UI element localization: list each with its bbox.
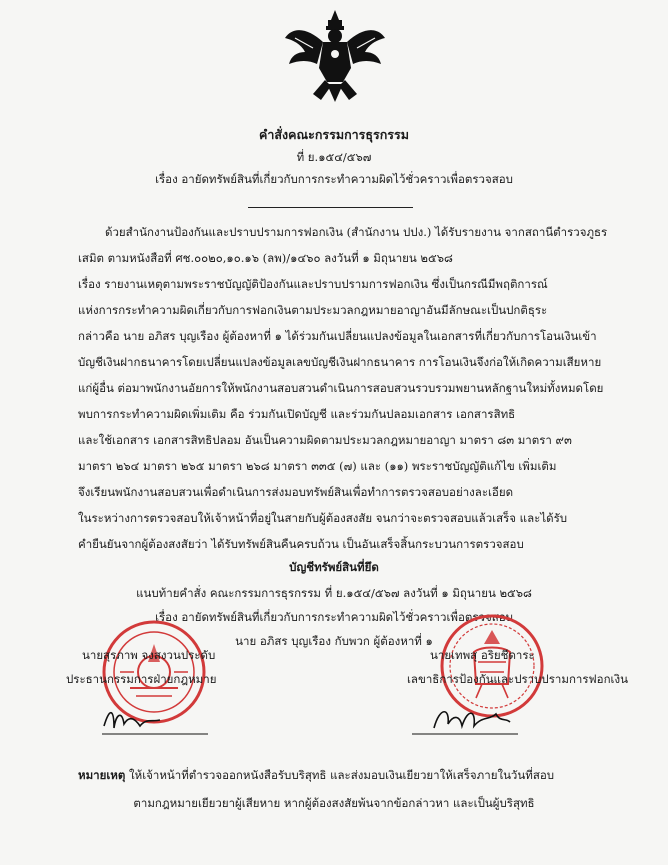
order-subject: เรื่อง อายัดทรัพย์สินที่เกี่ยวกับการกระทำความผิดไว้ชั่วคราวเพื่อตรวจสอบ [155,172,513,186]
order-number: ที่ ย.๑๕๔/๕๖๗ [296,150,372,164]
note-text-1: ให้เจ้าหน้าที่ตำรวจออกหนังสือรับบริสุทธิ และส่งมอบเงินเยียวยาให้เสร็จภายในวันที่สอบ [129,768,555,782]
note-line-2: ตามกฎหมายเยียวยาผู้เสียหาย หากผู้ต้องสงสัยพ้นจากข้อกล่าวหา และเป็นผู้บริสุทธิ [133,796,535,810]
note-label: หมายเหตุ [78,768,126,782]
body-line-12: ในระหว่างการตรวจสอบให้เจ้าหน้าที่อยู่ในสายกับผู้ต้องสงสัย จนกว่าจะตรวจสอบแล้วเสร็จ และได้รับ [78,511,568,525]
body-line-9: และใช้เอกสาร เอกสารสิทธิปลอม อันเป็นความผิดตามประมวลกฎหมายอาญา มาตรา ๘๓ มาตรา ๙๓ [78,433,572,447]
body-line-5: กล่าวคือ นาย อภิสร บุญเรือง ผู้ต้องหาที่ ๑ ได้ร่วมกันเปลี่ยนแปลงข้อมูลในเอกสารที่เกี่ยวกับการโอนเงินเข้า [78,329,597,343]
body-line-10: มาตรา ๒๖๔ มาตรา ๒๖๕ มาตรา ๒๖๘ มาตรา ๓๓๕ (๗) และ (๑๑) พระราชบัญญัติแก้ไข เพิ่มเติม [78,459,557,473]
note-line-1 [78,768,554,782]
body-line-4: แห่งการกระทำความผิดเกี่ยวกับการฟอกเงินตามประมวลกฎหมายอาญาอันมีลักษณะเป็นปกติธุระ [78,303,548,317]
body-line-3: เรื่อง รายงานเหตุตามพระราชบัญญัติป้องกันและปราบปรามการฟอกเงิน ซึ่งเป็นกรณีมีพฤติการณ์ [78,277,548,291]
order-title: คำสั่งคณะกรรมการธุรกรรม [259,127,409,142]
annex-line-3: นาย อภิสร บุญเรือง กับพวก ผู้ต้องหาที่ ๑ [235,634,433,648]
right-signatory-name: นายเทพสุ อริยชีดาระ [430,648,535,662]
garuda-emblem [283,8,387,104]
body-line-8: พบการกระทำความผิดเพิ่มเติม คือ ร่วมกันเปิดบัญชี และร่วมกันปลอมเอกสาร เอกสารสิทธิ [78,407,516,421]
body-line-2: เสมิต ตามหนังสือที่ ศช.๐๐๒๐,๑๐.๑๖ (ลพ)/๑๔๖๐ ลงวันที่ ๑ มิถุนายน ๒๕๖๘ [78,251,453,265]
annex-line-2: เรื่อง อายัดทรัพย์สินที่เกี่ยวกับการกระทำความผิดไว้ชั่วคราวเพื่อตรวจสอบ [155,610,513,624]
annex-line-1: แนบท้ายคำสั่ง คณะกรรมการธุรกรรม ที่ ย.๑๕๔/๕๖๗ ลงวันที่ ๑ มิถุนายน ๒๕๖๘ [136,586,532,600]
body-line-6: บัญชีเงินฝากธนาคารโดยเปลี่ยนแปลงข้อมูลเลขบัญชีเงินฝากธนาคาร การโอนเงินจึงก่อให้เกิดความเสียหาย [78,355,602,369]
body-line-7: แก่ผู้อื่น ต่อมาพนักงานอัยการให้พนักงานสอบสวนดำเนินการสอบสวนรวบรวมพยานหลักฐานใหม่ทั้งหมดโดย [78,381,604,395]
right-handwritten-signature [410,698,520,738]
body-line-1: ด้วยสำนักงานป้องกันและปราบปรามการฟอกเงิน (สำนักงาน ปปง.) ได้รับรายงาน จากสถานีตำรวจภูธร [105,225,608,239]
right-signatory-title: เลขาธิการป้องกันและปราบปรามการฟอกเงิน [407,672,628,686]
body-line-11: จึงเรียนพนักงานสอบสวนเพื่อดำเนินการส่งมอบทรัพย์สินเพื่อทำการตรวจสอบอย่างละเอียด [78,485,514,499]
annex-title: บัญชีทรัพย์สินที่ยึด [289,560,379,574]
separator-line [248,207,413,208]
left-signatory-title: ประธานกรรมการฝ่ายกฎหมาย [66,672,217,686]
body-line-13: คำยืนยันจากผู้ต้องสงสัยว่า ได้รับทรัพย์สินคืนครบถ้วน เป็นอันเสร็จสิ้นกระบวนการตรวจสอบ [78,537,524,551]
left-signatory-name: นายสุรภาพ จงสงวนประดับ [82,648,216,662]
left-handwritten-signature [100,700,210,740]
